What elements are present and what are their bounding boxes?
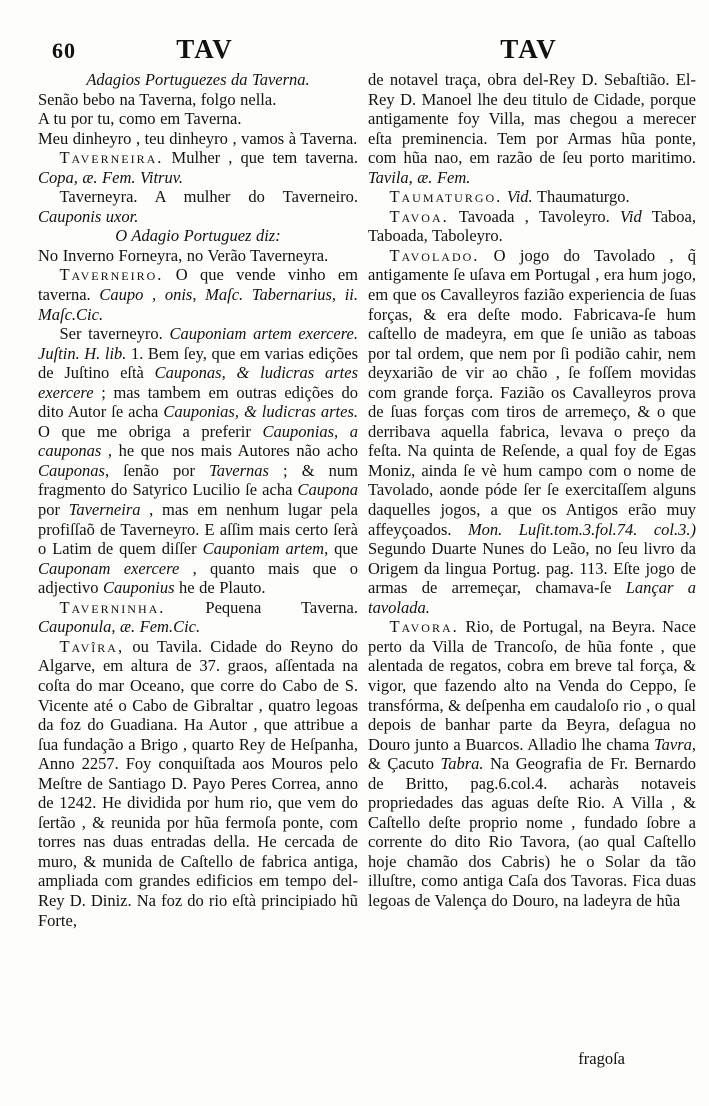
text-segment: Caupo , onis, Maſc. Tabernarius, ii. Maſc.Cic.	[38, 285, 358, 324]
text-segment: Cauponula, æ. Fem.Cic.	[38, 617, 201, 637]
headword: Taverneiro.	[59, 265, 164, 285]
text-column-left	[38, 70, 358, 1070]
text-segment: Cauponis uxor.	[38, 206, 139, 226]
text-segment: Pequena Taverna.	[165, 597, 358, 617]
text-segment: Senão bebo na Taverna, folgo nella.	[38, 89, 277, 109]
text-segment: O jogo do Tavolado , q̃ antigamente ſe uſava em Portugal , era hum jogo, em que os Cavalleyros fazião experiencia de ſuas forças, & era deſte modo. Fabricava-ſe hum caſtello de madeyra, em que ſe união as taboas por tal ordem, que nem por ſi podião cahir, nem deyxarião de vir ao chão , ſe foſſem movidas com grande força. Fazião os Cavalleyros prova de ſuas forças com tiros de arremeço, & o que derribava aquella fabrica, levava o preço da feſta. Na quinta de Reſende, a qual foy de Egas Moniz, ainda ſe vè hum campo com o nome de Tavolado, aonde póde ſer ſe exercitaſſem alguns daquelles jogos, a que os Antigos erão muy affeyçoados.	[368, 245, 696, 539]
text-segment: Lançar a tavolada.	[368, 578, 696, 617]
paragraph	[38, 226, 358, 246]
text-segment: Cauponias, & ludicras artes.	[163, 402, 358, 422]
entry-paragraph	[38, 598, 358, 637]
entry-paragraph	[368, 207, 696, 246]
paragraph	[38, 90, 358, 110]
entry-paragraph	[368, 187, 696, 207]
text-segment: Cauponias, a cauponas	[38, 421, 358, 461]
paragraph	[38, 70, 358, 90]
text-segment: de notavel traça, obra del-Rey D. Sebaſtião. El-Rey D. Manoel lhe deu titulo de Cidade, porque antigamente foy Villa, mas chegou a merecer eſta preminencia. Tem por Armas hũa ponte, com hũa nao, em razão de ſeu porto maritimo.	[368, 70, 696, 168]
text-segment: Thaumaturgo.	[532, 187, 630, 207]
text-segment: Mulher , que tem taverna.	[163, 148, 358, 168]
text-segment: Meu dinheyro , teu dinheyro , vamos à Taverna.	[38, 128, 358, 148]
text-segment: Cauponam exercere	[38, 558, 180, 578]
text-segment: Taboa, Taboada, Taboleyro.	[368, 206, 696, 246]
headword: Tavora.	[389, 617, 459, 637]
text-segment: No Inverno Forneyra, no Verão Taverneyra.	[38, 245, 329, 265]
entry-paragraph	[368, 246, 696, 617]
text-segment: Cauponiam artem	[202, 539, 325, 559]
running-head-left: TAV	[176, 34, 234, 64]
paragraph	[38, 324, 358, 598]
text-segment: , que	[324, 539, 358, 559]
entry-paragraph	[38, 265, 358, 324]
text-segment: , ſenão por	[104, 460, 210, 480]
text-segment: Caupona	[297, 480, 358, 500]
paragraph	[368, 70, 696, 187]
text-segment: Mon. Luſit.tom.3.fol.74. col.3.)	[467, 519, 696, 539]
text-segment: Cauponas	[38, 460, 105, 480]
catchword: fragoſa	[578, 1049, 625, 1068]
text-segment: Tabra.	[440, 754, 484, 774]
text-segment: O Adagio Portuguez diz:	[115, 226, 281, 246]
text-column-right	[368, 70, 696, 1070]
headword: Taverninha.	[59, 597, 166, 617]
text-segment: Copa, æ. Fem. Vitruv.	[38, 167, 183, 187]
text-segment: Ser taverneyro.	[59, 324, 170, 344]
paragraph	[38, 129, 358, 149]
text-segment: Tavila, æ. Fem.	[368, 167, 471, 187]
text-segment: Tavernas	[209, 460, 269, 480]
text-segment: Segundo Duarte Nunes do Leão, no ſeu livro da Origem da lingua Portug. pag. 113. Eſte jogo de armas de arremeçar, chamava-ſe	[368, 539, 696, 598]
text-segment: Taverneira	[68, 500, 141, 520]
text-segment: Rio, de Portugal, na Beyra. Nace perto da Villa de Trancoſo, de hũa fonte , que alentada de regatos, cobra em breve tal força, & vigor, que fazendo alto na Venda do Ceppo, ſe transfórma, & deſpenha em caudaloſo rio , o qual depois de banhar parte da Beyra, deſagua no Douro junto a Buarcos. Alladio lhe chama	[368, 617, 696, 754]
entry-paragraph	[368, 617, 696, 910]
text-segment: ; mas tambem em outras edições do dito Autor ſe acha	[38, 382, 358, 422]
text-segment: , he que nos mais Autores não acho	[101, 441, 358, 461]
text-segment: Tavoada , Tavoleyro.	[448, 206, 621, 226]
text-segment: , mas em nenhum lugar pela profiſſaõ de Taverneyro. E aſſim mais certo ſerà o Latim de quem diſſer	[38, 500, 358, 559]
headword: Tavoa.	[389, 206, 449, 226]
text-segment: Na Geografia de Fr. Bernardo de Britto, pag.6.col.4. acharàs notaveis propriedades das aguas deſte Rio. A Villa , & Caſtello deſte proprio nome , fundado ſobre a corrente do dito Rio Tavora, (ao qual Caſtello hoje chamão dos Cabris) he o Solar da tão illuſtre, como antiga Caſa dos Tavoras. Fica duas legoas de Valença do Douro, na ladeyra de hũa	[368, 754, 696, 910]
entry-paragraph	[38, 637, 358, 930]
entry-paragraph	[38, 148, 358, 187]
text-segment: Cauponius	[103, 578, 175, 598]
text-segment: , quanto mais que o adjectivo	[38, 558, 358, 598]
headword: Taumaturgo.	[389, 187, 503, 207]
headword: Tavîra,	[59, 636, 125, 656]
paragraph	[38, 187, 358, 226]
text-segment: Taverneyra. A mulher do Taverneiro.	[59, 187, 358, 207]
text-segment: Tavra	[653, 734, 692, 754]
paragraph	[38, 246, 358, 266]
text-segment: Vid	[620, 206, 642, 226]
text-segment: , & Çacuto	[368, 734, 696, 774]
text-segment: O que vende vinho em taverna.	[38, 265, 358, 305]
text-segment: Cauponiam artem exercere. Juſtin. H. lib.	[38, 324, 358, 363]
text-segment: A tu por tu, como em Taverna.	[38, 109, 242, 129]
text-segment: Vid.	[506, 187, 533, 207]
paragraph	[38, 109, 358, 129]
text-segment: 1. Bem ſey, que em varias edições de Juſtino eſtà	[38, 343, 358, 383]
page-number: 60	[52, 38, 76, 63]
headword: Tavolado.	[389, 245, 480, 265]
running-head-right: TAV	[500, 34, 558, 64]
text-segment: O que me obriga a preferir	[38, 421, 263, 441]
text-segment: Cauponas, & ludicras artes exercere	[38, 363, 358, 402]
text-segment: Adagios Portuguezes da Taverna.	[86, 70, 310, 89]
text-segment: por	[38, 500, 69, 520]
headword: Taverneira.	[59, 148, 164, 168]
text-segment: he de Plauto.	[174, 578, 266, 598]
text-segment: ou Tavila. Cidade do Reyno do Algarve, em altura de 37. graos, aſſentada na coſta do mar Oceano, que corre do Cabo de S. Vicente até o Cabo de Gibraltar , quatro legoas da foz do Guadiana. Ha Autor , que attribue a ſua fundação a Brigo , quarto Rey de Heſpanha, Anno 2257. Foy conquiſtada aos Mouros pelo Meſtre de Santiago D. Payo Peres Correa, anno de 1242. He dividida por hum rio, que vem do ſertão , & reunida por hũa fermoſa ponte, com torres nas duas entradas della. He cercada de muro, & munida de Caſtello de fabrica antiga, ampliada com grandes edificios em tempo del-Rey D. Diniz. Na foz do rio eſtà principiado hũ Forte,	[38, 636, 358, 930]
text-segment: ; & num fragmento do Satyrico Lucilio ſe acha	[38, 460, 358, 500]
